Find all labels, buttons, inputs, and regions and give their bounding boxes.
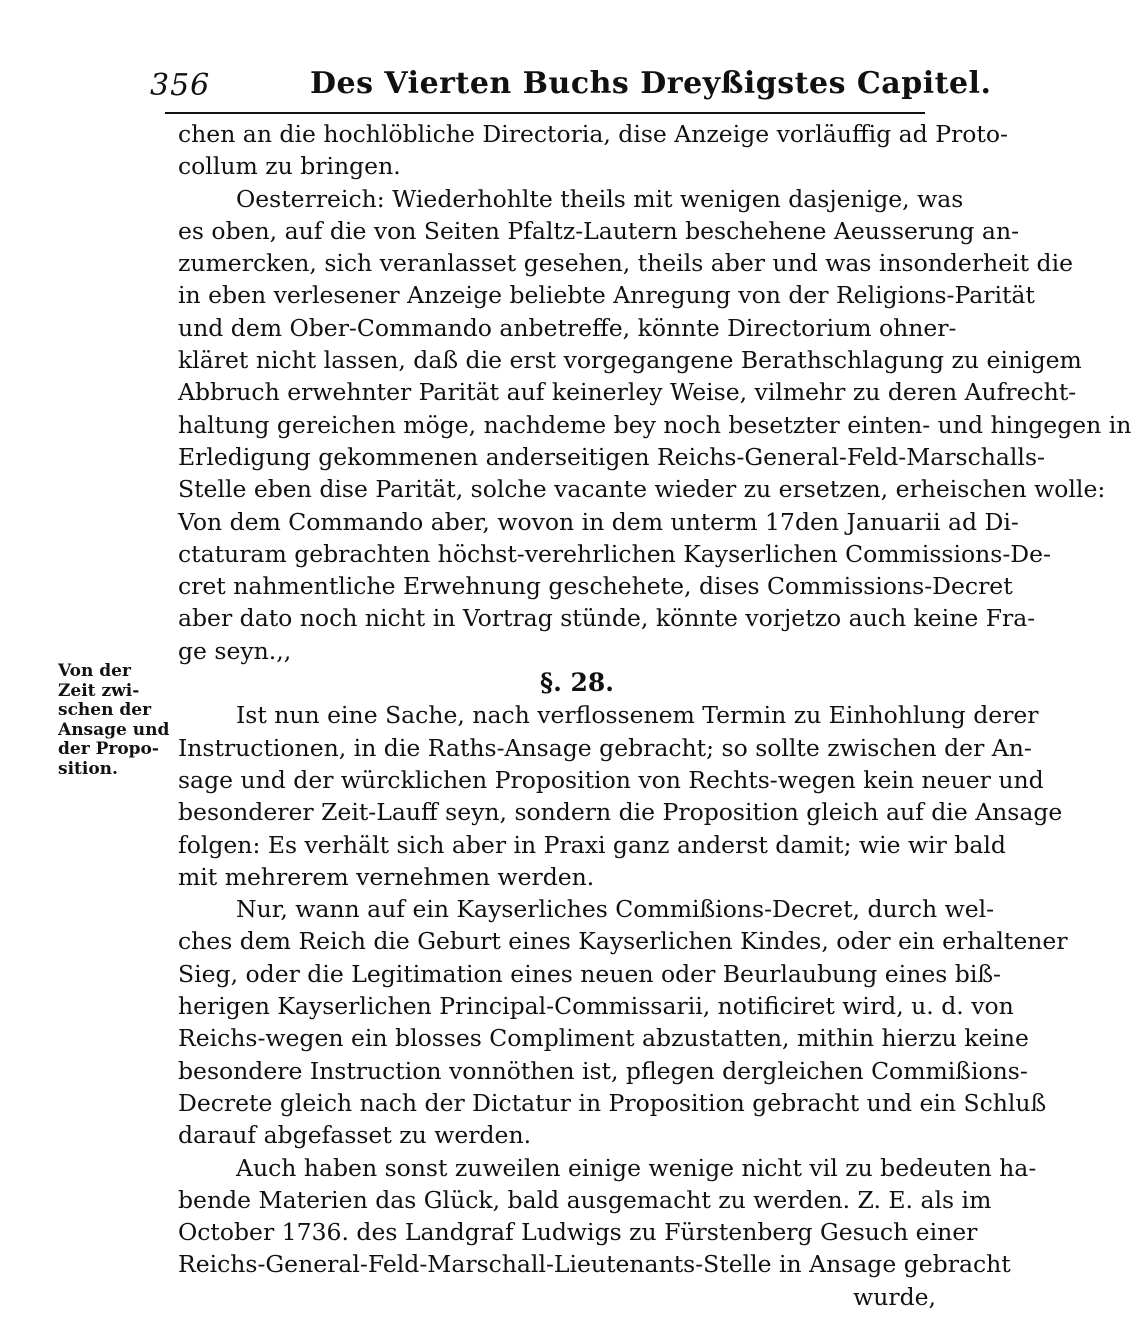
text-line: cret nahmentliche Erwehnung geschehete, dises Commissions-Decret — [178, 572, 1013, 601]
marginal-note-line: schen der — [58, 700, 152, 720]
text-line: ches dem Reich die Geburt eines Kayserlichen Kindes, oder ein erhaltener — [178, 927, 1068, 956]
marginal-note-line: Ansage und — [58, 719, 170, 740]
marginal-note-line: Von der — [58, 661, 131, 681]
marginal-note-line: Zeit zwi- — [58, 680, 140, 701]
section-heading: §. 28. — [540, 668, 614, 698]
text-line: bende Materien das Glück, bald ausgemacht zu werden. Z. E. als im — [178, 1185, 992, 1214]
text-line: zumercken, sich veranlasset gesehen, theils aber und was insonderheit die — [178, 249, 1073, 278]
marginal-note-line: der Propo- — [58, 739, 159, 759]
text-line: mit mehrerem vernehmen werden. — [178, 862, 595, 891]
text-line: Ist nun eine Sache, nach verflossenem Termin zu Einhohlung derer — [236, 701, 1039, 730]
running-head: Des Vierten Buchs Dreyßigstes Capitel. — [310, 66, 992, 101]
text-line: Oesterreich: Wiederhohlte theils mit wenigen dasjenige, was — [236, 184, 964, 213]
text-line: chen an die hochlöbliche Directoria, dise Anzeige vorläuffig ad Proto- — [178, 120, 1008, 148]
text-line: Abbruch erwehnter Parität auf keinerley Weise, vilmehr zu deren Aufrecht- — [178, 378, 1077, 407]
text-line: es oben, auf die von Seiten Pfaltz-Lautern beschehene Aeusserung an- — [178, 216, 1020, 245]
text-line: ge seyn.,, — [178, 636, 292, 665]
text-line: collum zu bringen. — [178, 152, 401, 181]
text-line: kläret nicht lassen, daß die erst vorgegangene Berathschlagung zu einigem — [178, 346, 1082, 375]
page-number: 356 — [150, 68, 211, 103]
text-line: Erledigung gekommenen anderseitigen Reichs-General-Feld-Marschalls- — [178, 442, 1045, 471]
header-rule — [165, 112, 925, 114]
text-line: folgen: Es verhält sich aber in Praxi ganz anderst damit; wie wir bald — [178, 830, 1006, 859]
text-line: herigen Kayserlichen Principal-Commissarii, notificiret wird, u. d. von — [178, 992, 1014, 1021]
text-line: besonderer Zeit-Lauff seyn, sondern die Proposition gleich auf die Ansage — [178, 798, 1063, 827]
text-line: Nur, wann auf ein Kayserliches Commißions-Decret, durch wel- — [236, 895, 995, 924]
text-line: und dem Ober-Commando anbetreffe, könnte Directorium ohner- — [178, 313, 957, 342]
text-line: Reichs-General-Feld-Marschall-Lieutenants-Stelle in Ansage gebracht — [178, 1250, 1011, 1279]
text-line: in eben verlesener Anzeige beliebte Anregung von der Religions-Parität — [178, 281, 1035, 310]
marginal-note — [58, 662, 170, 779]
text-line: Stelle eben dise Parität, solche vacante wieder zu ersetzen, erheischen wolle: — [178, 475, 1106, 504]
text-line: October 1736. des Landgraf Ludwigs zu Fürstenberg Gesuch einer — [178, 1218, 978, 1247]
text-line: Von dem Commando aber, wovon in dem unterm 17den Januarii ad Di- — [178, 507, 1019, 536]
text-line: Instructionen, in die Raths-Ansage gebracht; so sollte zwischen der An- — [178, 733, 1032, 762]
text-line: Decrete gleich nach der Dictatur in Proposition gebracht und ein Schluß — [178, 1088, 1047, 1117]
text-line: Reichs-wegen ein blosses Compliment abzustatten, mithin hierzu keine — [178, 1024, 1029, 1053]
text-line: sage und der würcklichen Proposition von Rechts-wegen kein neuer und — [178, 765, 1044, 794]
body-text — [178, 118, 1131, 1313]
text-line: besondere Instruction vonnöthen ist, pflegen dergleichen Commißions- — [178, 1056, 1028, 1085]
text-line: darauf abgefasset zu werden. — [178, 1121, 532, 1150]
text-line: Auch haben sonst zuweilen einige wenige nicht vil zu bedeuten ha- — [236, 1153, 1037, 1182]
text-line: haltung gereichen möge, nachdeme bey noch besetzter einten- und hingegen in — [178, 410, 1131, 439]
text-line: Sieg, oder die Legitimation eines neuen oder Beurlaubung eines biß- — [178, 959, 1001, 988]
text-line: aber dato noch nicht in Vortrag stünde, könnte vorjetzo auch keine Fra- — [178, 604, 1036, 633]
catchword: wurde, — [853, 1282, 936, 1311]
text-line: ctaturam gebrachten höchst-verehrlichen Kayserlichen Commissions-De- — [178, 539, 1051, 568]
marginal-note-line: sition. — [58, 758, 118, 779]
